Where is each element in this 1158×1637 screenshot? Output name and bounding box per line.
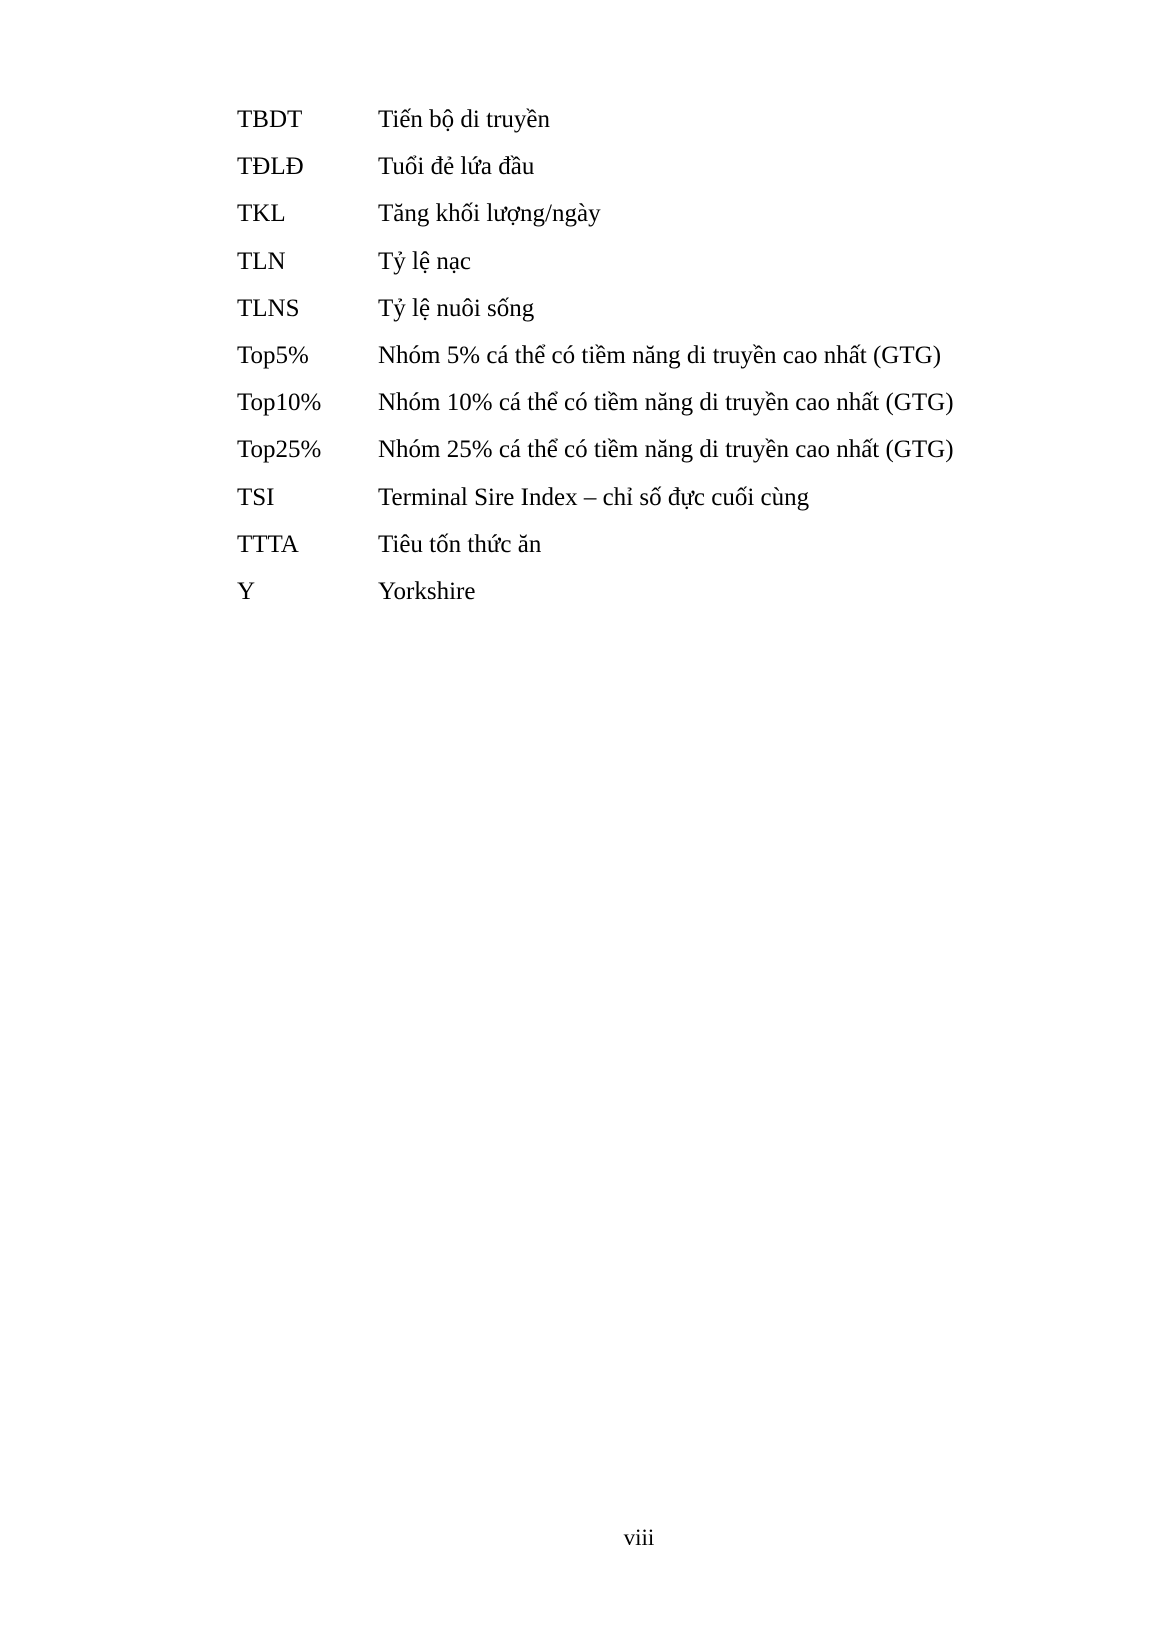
abbreviation-row xyxy=(237,152,1097,199)
abbreviation-row xyxy=(237,294,1097,341)
abbreviation-definition: Tỷ lệ nạc xyxy=(378,247,472,275)
abbreviation-term: TTTA xyxy=(237,530,299,558)
abbreviation-definition: Tiêu tốn thức ăn xyxy=(378,530,542,558)
abbreviation-term: TKL xyxy=(237,200,286,228)
abbreviation-row xyxy=(237,105,1097,152)
abbreviation-row xyxy=(237,341,1097,388)
abbreviation-definition: Nhóm 5% cá thể có tiềm năng di truyền cao nhất (GTG) xyxy=(378,341,942,369)
abbreviation-definition: Nhóm 25% cá thể có tiềm năng di truyền cao nhất (GTG) xyxy=(378,436,954,464)
abbreviation-row xyxy=(237,435,1097,482)
abbreviation-definition: Nhóm 10% cá thể có tiềm năng di truyền cao nhất (GTG) xyxy=(378,389,954,417)
abbreviation-term: Top25% xyxy=(237,436,322,464)
abbreviation-row xyxy=(237,530,1097,577)
abbreviation-term: TBDT xyxy=(237,106,303,133)
abbreviation-row xyxy=(237,388,1097,435)
abbreviation-definition: Tỷ lệ nuôi sống xyxy=(378,294,535,322)
abbreviation-definition: Tiến bộ di truyền xyxy=(378,106,550,133)
abbreviation-term: Y xyxy=(237,577,256,605)
abbreviation-row xyxy=(237,577,1097,624)
abbreviation-row xyxy=(237,247,1097,294)
abbreviation-term: TĐLĐ xyxy=(237,153,304,181)
abbreviation-definition: Terminal Sire Index – chỉ số đực cuối cùng xyxy=(378,483,810,511)
abbreviation-term: Top5% xyxy=(237,341,309,369)
abbreviation-term: TLN xyxy=(237,247,286,275)
page-number: viii xyxy=(623,1525,655,1550)
abbreviation-term: Top10% xyxy=(237,389,322,417)
abbreviation-definition: Tăng khối lượng/ngày xyxy=(378,200,601,228)
abbreviation-row xyxy=(237,199,1097,246)
abbreviation-definition: Yorkshire xyxy=(378,577,476,605)
abbreviation-term: TSI xyxy=(237,483,275,511)
abbreviation-row xyxy=(237,483,1097,530)
abbreviation-definition: Tuổi đẻ lứa đầu xyxy=(378,153,535,181)
abbreviation-list xyxy=(237,105,1097,624)
abbreviation-term: TLNS xyxy=(237,294,300,322)
